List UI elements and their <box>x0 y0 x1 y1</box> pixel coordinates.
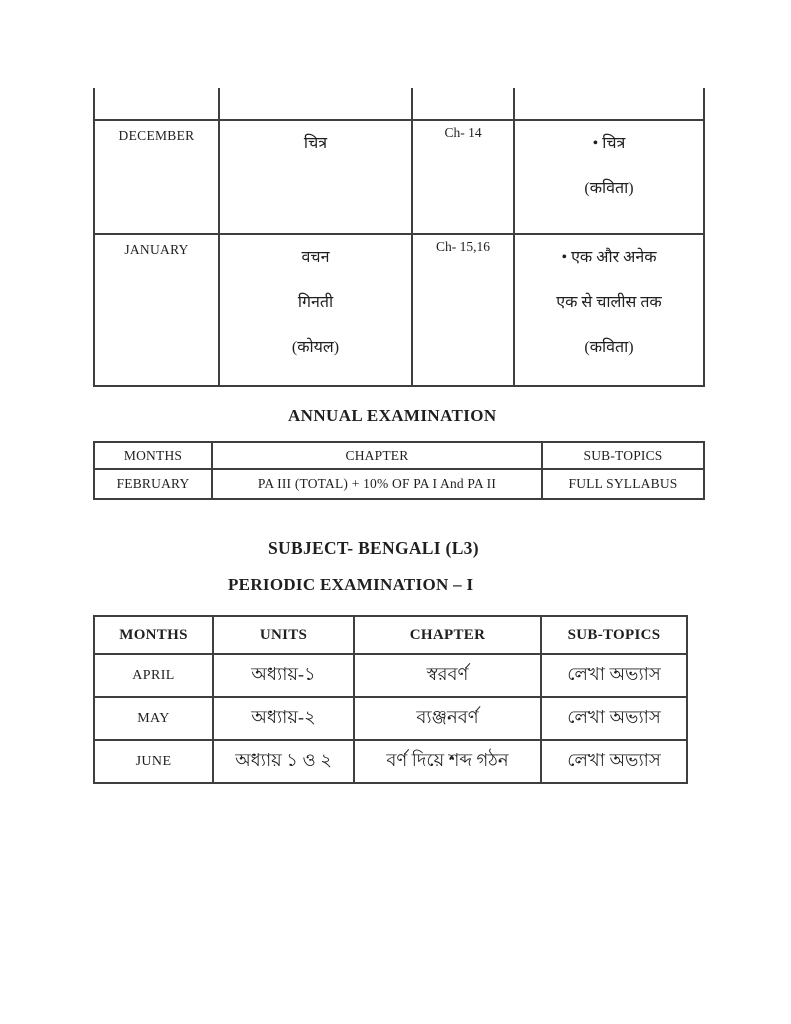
hindi-syllabus-table <box>93 88 705 387</box>
header-cell-chapter: CHAPTER <box>212 442 542 469</box>
sub-topics-cell: লেখা অভ্যাস <box>541 740 687 783</box>
header-cell-units: UNITS <box>213 616 354 654</box>
table-row <box>94 88 704 120</box>
month-cell: DECEMBER <box>94 120 219 234</box>
month-cell: JUNE <box>94 740 213 783</box>
empty-cell <box>219 88 412 120</box>
unit-line: गिनती <box>297 294 334 311</box>
header-cell-months: MONTHS <box>94 616 213 654</box>
chapter-cell: ব্যঞ্জনবর্ণ <box>354 697 541 740</box>
table-row <box>94 697 687 740</box>
empty-cell <box>514 88 704 120</box>
header-cell-sub-topics: SUB-TOPICS <box>542 442 704 469</box>
unit-line: (कोयल) <box>291 339 340 356</box>
table-row <box>94 469 704 499</box>
sub-topics-cell <box>514 234 704 386</box>
chapter-cell: Ch- 15,16 <box>412 234 514 386</box>
units-cell: অধ্যায়-২ <box>213 697 354 740</box>
header-cell-sub-topics: SUB-TOPICS <box>541 616 687 654</box>
chapter-cell: Ch- 14 <box>412 120 514 234</box>
table-header-row <box>94 616 687 654</box>
annual-exam-table <box>93 441 705 500</box>
table-row <box>94 234 704 386</box>
table-row <box>94 654 687 697</box>
chapter-cell: PA III (TOTAL) + 10% OF PA I And PA II <box>212 469 542 499</box>
chapter-cell: বর্ণ দিয়ে শব্দ গঠন <box>354 740 541 783</box>
table-header-row <box>94 442 704 469</box>
month-cell: MAY <box>94 697 213 740</box>
chapter-cell: স্বরবর্ণ <box>354 654 541 697</box>
table-row <box>94 120 704 234</box>
units-cell <box>219 234 412 386</box>
periodic-exam-title: PERIODIC EXAMINATION – I <box>228 575 474 594</box>
sub-topics-cell <box>514 120 704 234</box>
sub-topic-line: (कविता) <box>584 339 634 356</box>
sub-topic-line: • चित्र <box>592 135 626 152</box>
annual-exam-title: ANNUAL EXAMINATION <box>288 406 497 425</box>
units-cell: অধ্যায়-১ <box>213 654 354 697</box>
empty-cell <box>412 88 514 120</box>
month-cell: JANUARY <box>94 234 219 386</box>
sub-topics-cell: লেখা অভ্যাস <box>541 697 687 740</box>
units-cell: অধ্যায় ১ ও ২ <box>213 740 354 783</box>
month-cell: APRIL <box>94 654 213 697</box>
unit-line: चित्र <box>303 135 328 152</box>
table-row <box>94 740 687 783</box>
bengali-syllabus-table <box>93 615 688 784</box>
month-cell: FEBRUARY <box>94 469 212 499</box>
unit-line: वचन <box>301 249 330 266</box>
header-cell-chapter: CHAPTER <box>354 616 541 654</box>
subject-bengali-title: SUBJECT- BENGALI (L3) <box>268 538 479 558</box>
sub-topics-cell: লেখা অভ্যাস <box>541 654 687 697</box>
sub-topic-line: • एक और अनेक <box>561 249 657 266</box>
sub-topic-line: एक से चालीस तक <box>556 294 662 311</box>
sub-topics-cell: FULL SYLLABUS <box>542 469 704 499</box>
units-cell <box>219 120 412 234</box>
sub-topic-line: (कविता) <box>584 180 634 197</box>
empty-cell <box>94 88 219 120</box>
header-cell-months: MONTHS <box>94 442 212 469</box>
